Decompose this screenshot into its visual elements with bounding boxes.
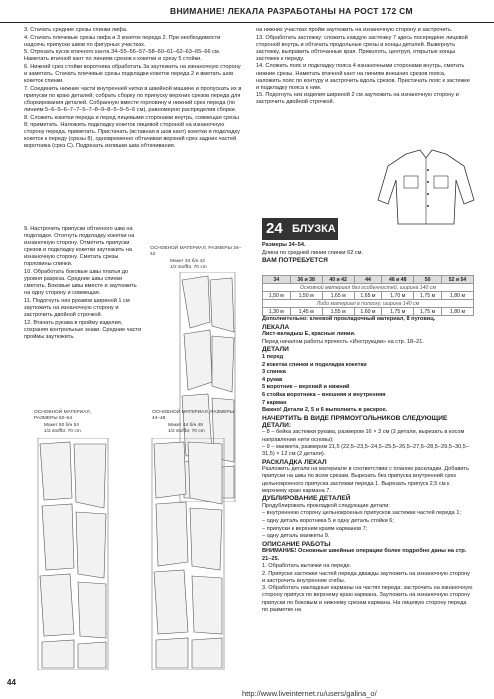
length-line: Длина по средней линии спинки 62 см.	[262, 249, 364, 256]
blouse-illustration	[376, 148, 476, 228]
table-cell: 1,70 м	[382, 292, 414, 300]
detail-item: 6 стойка воротника – внешняя и внутренняя	[262, 391, 386, 398]
lekala-heading: ЛЕКАЛА	[262, 323, 290, 331]
table-cell: 1,55 м	[322, 308, 354, 316]
detail-item: 4 рукав	[262, 376, 283, 383]
left-column-lower	[24, 226, 144, 342]
rect-text: – 9 – манжета, размером 21,5 (22,5–23,5–24,5–25,5–26,5–27,5–28,5–29,5–30,5–31,5) × 12 см (2 детали).	[262, 444, 470, 458]
right-paragraph: на нижних участках пройм заутюжить на изнаночную сторону и застрочить.	[256, 27, 453, 33]
fabric-table	[262, 275, 474, 316]
lekala-text2: Перед началом работы прочесть «Инструкции» на стр. 18–21.	[262, 338, 424, 345]
model-number: 24	[266, 220, 283, 237]
right-lower-text	[262, 316, 474, 614]
page-number: 44	[7, 678, 16, 687]
table-cell: 1,65 м	[354, 292, 382, 300]
work-heading: ОПИСАНИЕ РАБОТЫ	[262, 540, 331, 548]
pattern-label: 1/2 stoffbr. 70 cm	[44, 429, 81, 434]
pattern-label: 1/2 stoffbr. 70 cm	[168, 429, 205, 434]
sizes-line: Размеры 34–54.	[262, 242, 306, 248]
detail-item: 7 карман	[262, 399, 287, 406]
dup-item: – одну деталь манжеты 9.	[262, 533, 330, 540]
table-cell: 52 и 54	[441, 276, 473, 284]
pattern-layout-50-54	[24, 410, 119, 670]
dup-item: – одну деталь воротника 5 и одну деталь стойки 6;	[262, 518, 394, 525]
left-paragraph: 8. Сложить кокетки переда и перед лицевыми сторонами внутрь, совмещая срезы 8; приметать. Наложить подкладку кокеток лицевой стороной на изнаночную сторону переда, приметать. Пристачать (вставная в шов кант) кокетки и подкладку кокеток к переду (срезы 8), одновременно обтачивая верхний срез задних частей воротника (срез С). Подрезать излишки шва обтачивания.	[24, 114, 240, 149]
table-cell: 1,75 м	[414, 292, 442, 300]
left-paragraph: 5. Отрезать кусок втачного канта 34–55–56–57–58–60–61–62–63–65–66 см. Наметать втачной кант по линиям срезов к кокетки и срезу 5 стойки.	[24, 49, 221, 63]
footer-url[interactable]: http://www.liveinternet.ru/users/galina_o/	[242, 689, 377, 698]
table-cell: 34	[263, 276, 291, 284]
work-note: ВНИМАНИЕ! Основные швейные операции более подробно даны на стр. 21–25.	[262, 548, 467, 562]
detail-item: 2 кокетка спинки и подкладка кокетки	[262, 361, 367, 368]
left-paragraph: 7. Соединить нижние части внутренней нитки в швейной машине и пропускать их в припуски по краю деталей; собрать сборку по припуску верхних срезов переда для сборкирования деталей. Собранную вместе горловину и нижний срез переда (по линиям 5–6–5–6–7–7–5–7–8–9–8–5–9–5–6 см), равномерно распределив сборки.	[24, 85, 242, 114]
left-paragraph: 4. Стачать плечевые срезы лифа и 3 кокеток переда 2. При необходимости надсечь припуски швов по фигурных участках.	[24, 34, 221, 48]
pattern-label: Макет 34 б/н 42	[170, 259, 205, 264]
table-cell: 1,30 м	[263, 308, 291, 316]
details-heading: ДЕТАЛИ	[262, 346, 289, 354]
rect-text: – 8 – бейка застежки рукава, размером 16 × 3 см (2 детали, вырезать в косом направлении нити основы);	[262, 429, 465, 443]
blouse-meta	[262, 242, 372, 265]
layout-text: Разложить детали на материале в соответствии с планом раскладки. Добавить припуски на швы по всем срезам. Вырезать без припуска внутренний срез цельнокроеного припуска застежки переда 1. Вырезать припуск 2,5 см к верхнему краю кармана 7.	[262, 466, 470, 494]
table-row	[263, 284, 474, 292]
right-paragraph: 13. Обработать застежку: сложить каждую застежку 7 здесь посередине лицевой стороной внутрь и обтачать продольные срезы и концы деталей. Вывернуть застежку, выправить обточанные края. Приколоть, центруя, открытые концы застежек к переду.	[256, 34, 468, 62]
dup-item: – припуски к верхним краям карманов 7;	[262, 525, 368, 532]
left-paragraph: 12. Втачать рукава в пройму изделия, сохраняя контрольные знаки. Средние части проймы заутюжить.	[24, 319, 142, 340]
detail-item: 1 перед	[262, 353, 284, 360]
detail-item: 5 воротник – верхний и нижний	[262, 384, 350, 391]
dup-heading: ДУБЛИРОВАНИЕ ДЕТАЛЕЙ	[262, 495, 351, 503]
right-paragraph: 15. Подогнуть низ изделия шириной 2 см заутюжить на изнаночную сторону и застрочить двойной строчкой.	[256, 92, 459, 106]
table-cell: Либо материал в полоску, ширина 140 см	[263, 300, 474, 308]
table-cell: 36 и 38	[290, 276, 322, 284]
pattern-label: ОСНОВНОЙ МАТЕРИАЛ, РАЗМЕРЫ 44–48	[152, 410, 234, 421]
right-paragraph: 14. Сложить пояс и подкладку пояса 4 изнаночными сторонами внутрь, сметать нижние срезы. Наметать втачной кант на линиям внешних срезов пояса, наложить пояс по контуру и застрочить вдоль срезов. Пристачать пояс к застежке и подкладку пояса к ним.	[256, 63, 470, 91]
work-item: 2. Припуски застежки частей переда дважды заутюжить на изнаночную сторону и застрочить внутренние сгибы.	[262, 570, 470, 584]
table-cell: 44	[354, 276, 382, 284]
table-cell: 1,75 м	[414, 308, 442, 316]
left-paragraph: 6. Нижний срез стойки воротника обработать 3а заутюжить на изнаночную сторону и заметать. Стачать плечевые срезы подкладки кокеток переда 2 и вметать шов кокеток спинки.	[24, 63, 241, 85]
blouse-badge	[262, 218, 338, 240]
work-item: 1. Обработать вытачки на переде.	[262, 563, 352, 570]
rect-heading: НАЧЕРТИТЬ В ВИДЕ ПРЯМОУГОЛЬНИКОВ СЛЕДУЮЩИЕ ДЕТАЛИ:	[262, 414, 448, 429]
left-column-text	[24, 27, 242, 151]
pattern-label: ОСНОВНОЙ МАТЕРИАЛ, РАЗМЕРЫ 50–54	[34, 410, 91, 421]
pattern-diagram	[138, 438, 248, 670]
left-paragraph: 9. Настрочить припуски обтачного шва на подкладке. Отогнуть подкладку кокетки на изнаночную сторону. Отметить припуски срезов и подкладку кокетки заутюжить на изнаночную сторону. Сметать срезы горловины спинки.	[24, 226, 135, 268]
table-cell: 1,80 м	[441, 308, 473, 316]
table-cell: 1,65 м	[322, 292, 354, 300]
need-heading: ВАМ ПОТРЕБУЕТСЯ	[262, 257, 328, 265]
table-row	[263, 308, 474, 316]
table-cell: 1,45 м	[290, 308, 322, 316]
table-row	[263, 300, 474, 308]
pattern-label: 1/2 stoffbr. 70 cm	[170, 265, 207, 270]
page-header	[0, 0, 494, 23]
left-paragraph: 10. Обработать боковые швы платья до уровня разреза. Средние швы спинки сметать. Боковые швы вместе и заутюжить на одну сторону и совмещая.	[24, 269, 137, 297]
table-cell: 50	[414, 276, 442, 284]
pattern-label: Макет 50 б/н 54	[44, 423, 79, 428]
table-row	[263, 292, 474, 300]
table-cell: 40 и 42	[322, 276, 354, 284]
right-top-text	[256, 27, 472, 107]
table-cell: 46 и 48	[382, 276, 414, 284]
table-cell: Основной материал без особенностей, ширина 140 см	[263, 284, 474, 292]
detail-item: 3 спинка	[262, 369, 286, 376]
table-cell: 1,80 м	[441, 292, 473, 300]
table-cell: 1,60 м	[354, 308, 382, 316]
pattern-diagram	[24, 438, 119, 670]
table-cell: 1,50 м	[290, 292, 322, 300]
pattern-label: ОСНОВНОЙ МАТЕРИАЛ, РАЗМЕРЫ 34–42	[150, 246, 242, 257]
pattern-layout-44-48	[138, 410, 248, 670]
lekala-text: Лист-вкладыш Е, красные линии.	[262, 331, 356, 338]
table-header-row	[263, 276, 474, 284]
work-item: 3. Обработать накладные карманы на частях переда: застрочить на изнаночную сторону припуск по верхнему краю кармана. Заутюжить на изнаночную сторону припуски по боковым и нижнему срезам кармана. На лицевую сторону переда по разметке на	[262, 585, 473, 613]
left-paragraph: 3. Стачать средние срезы спинки лифа.	[24, 27, 128, 33]
extra-materials: Дополнительно: клеевой прокладочный материал, 8 пуговиц.	[262, 316, 436, 322]
pattern-label: Макет 44 б/н 48	[168, 423, 203, 428]
details-note: Важно! Детали 2, 5 и 6 выполнить в раскрое.	[262, 407, 388, 414]
left-paragraph: 11. Подогнуть низ рукавов шириной 1 см заутюжить на изнаночную сторону и застрочить двойной строчкой.	[24, 297, 130, 319]
table-cell: 1,75 м	[382, 308, 414, 316]
header-title: ВНИМАНИЕ! ЛЕКАЛА РАЗРАБОТАНЫ НА РОСТ 172 СМ	[170, 6, 413, 16]
model-title: БЛУЗКА	[292, 223, 336, 235]
pattern-layout-34-42	[150, 246, 245, 366]
dup-text: Продублировать прокладкой следующие детали:	[262, 502, 390, 509]
layout-heading: РАСКЛАДКА ЛЕКАЛ	[262, 458, 327, 466]
table-cell: 1,50 м	[263, 292, 291, 300]
dup-item: – внутреннюю сторону цельнокроеных припусков застежки частей переда 1;	[262, 510, 461, 517]
